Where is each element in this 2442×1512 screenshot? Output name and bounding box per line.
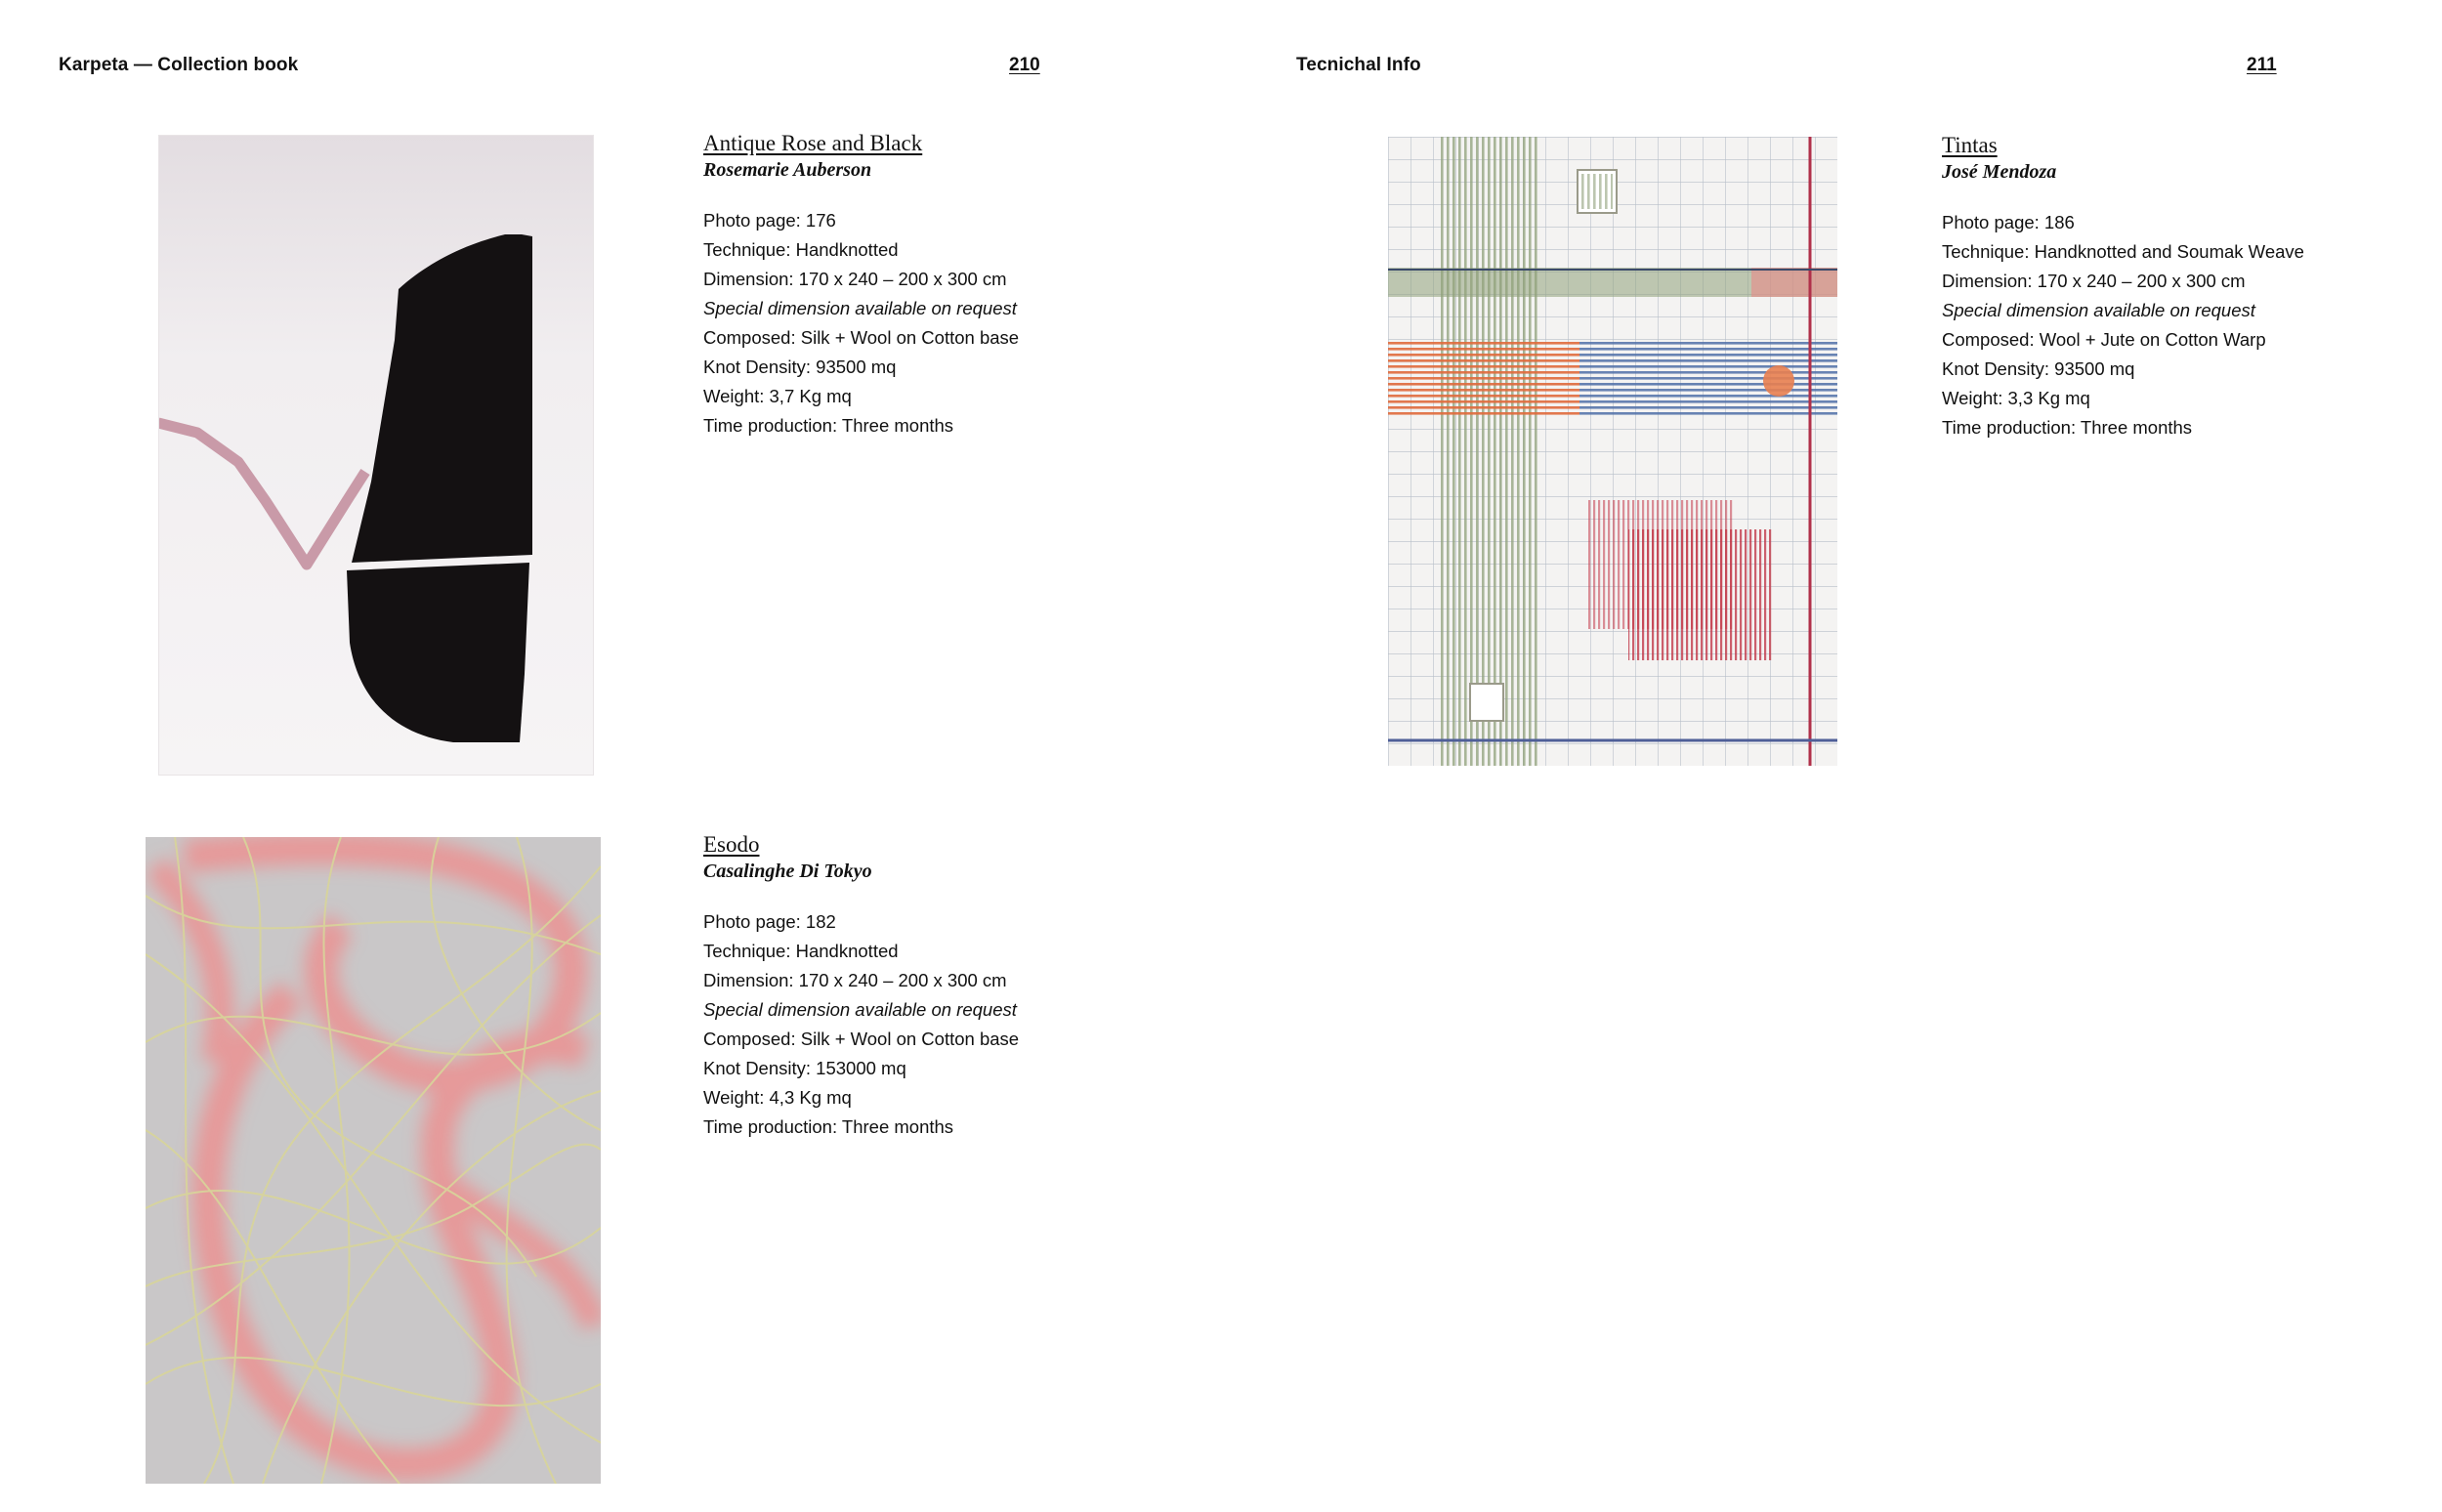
- blue-band: [1579, 340, 1837, 418]
- spec-technique: Technique: Handknotted: [703, 941, 899, 961]
- orange-dot: [1763, 365, 1794, 397]
- running-header-right: Tecnichal Info: [1296, 55, 1421, 75]
- spec-knot-density: Knot Density: 153000 mq: [703, 1058, 906, 1078]
- spec-composed: Composed: Silk + Wool on Cotton base: [703, 1029, 1020, 1049]
- product-title: Esodo: [703, 832, 760, 857]
- red-block-front: [1628, 529, 1773, 660]
- spec-photo-page: Photo page: 176: [703, 210, 836, 231]
- orange-band: [1388, 340, 1579, 418]
- spec-composed: Composed: Silk + Wool on Cotton base: [703, 327, 1020, 348]
- product-designer: Casalinghe Di Tokyo: [703, 861, 872, 882]
- spec-special-dimension: Special dimension available on request: [703, 298, 1017, 318]
- spec-technique: Technique: Handknotted: [703, 239, 899, 260]
- product-title: Antique Rose and Black: [703, 131, 923, 155]
- product-info-tintas: [1942, 133, 2391, 442]
- spec-time-production: Time production: Three months: [703, 415, 954, 436]
- product-info-antique-rose-and-black: [703, 131, 1153, 441]
- spec-photo-page: Photo page: 186: [1942, 212, 2075, 232]
- product-info-esodo: [703, 832, 1153, 1142]
- rug-image-esodo: [146, 837, 601, 1484]
- spec-time-production: Time production: Three months: [703, 1116, 954, 1137]
- running-header-left: Karpeta — Collection book: [59, 55, 299, 75]
- spec-dimension: Dimension: 170 x 240 – 200 x 300 cm: [703, 269, 1007, 289]
- rug-image-tintas: [1388, 137, 1837, 766]
- spec-composed: Composed: Wool + Jute on Cotton Warp: [1942, 329, 2266, 350]
- spec-dimension: Dimension: 170 x 240 – 200 x 300 cm: [1942, 271, 2246, 291]
- spec-weight: Weight: 3,7 Kg mq: [703, 386, 852, 406]
- green-vertical-band: [1439, 137, 1538, 766]
- spec-special-dimension: Special dimension available on request: [1942, 300, 2255, 320]
- page-number-right: 211: [2247, 55, 2277, 75]
- small-white-square-bottom: [1470, 684, 1503, 721]
- spec-photo-page: Photo page: 182: [703, 911, 836, 932]
- spec-weight: Weight: 3,3 Kg mq: [1942, 388, 2090, 408]
- product-title: Tintas: [1942, 133, 1998, 157]
- spec-dimension: Dimension: 170 x 240 – 200 x 300 cm: [703, 970, 1007, 990]
- spec-technique: Technique: Handknotted and Soumak Weave: [1942, 241, 2304, 262]
- product-designer: José Mendoza: [1942, 161, 2057, 183]
- spec-list: [703, 907, 1153, 1142]
- spec-list: [1942, 208, 2391, 442]
- rug-image-antique-rose-and-black: [158, 135, 594, 776]
- spec-knot-density: Knot Density: 93500 mq: [1942, 358, 2135, 379]
- spec-knot-density: Knot Density: 93500 mq: [703, 357, 897, 377]
- page-number-left: 210: [1009, 55, 1040, 75]
- product-designer: Rosemarie Auberson: [703, 159, 872, 181]
- spec-time-production: Time production: Three months: [1942, 417, 2193, 438]
- spec-special-dimension: Special dimension available on request: [703, 999, 1017, 1020]
- spec-weight: Weight: 4,3 Kg mq: [703, 1087, 852, 1108]
- spec-list: [703, 206, 1153, 441]
